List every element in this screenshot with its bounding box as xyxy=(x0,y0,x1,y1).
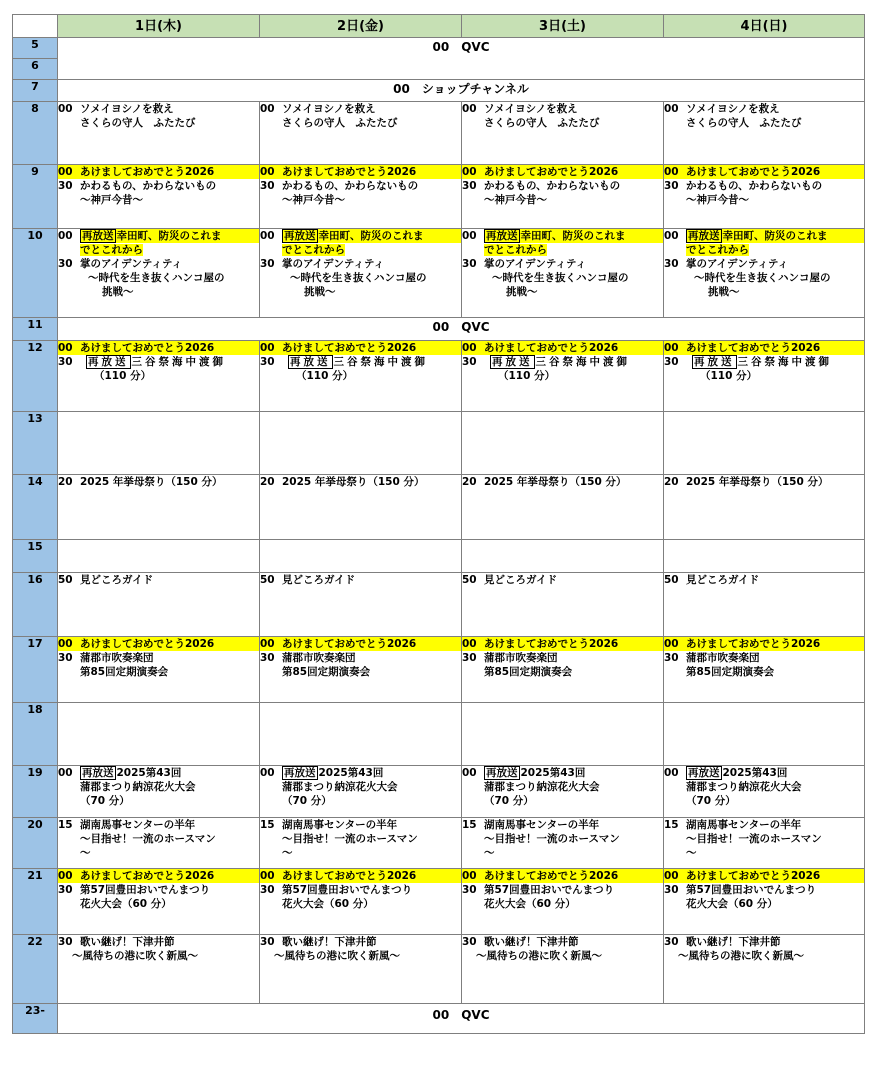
program-duration: （70 分） xyxy=(484,795,534,807)
minute: 00 xyxy=(462,230,477,242)
minute: 00 xyxy=(664,230,679,242)
hour-label: 14 xyxy=(13,475,58,540)
program-title: ソメイヨシノを救え xyxy=(686,103,780,115)
program-title: 湖南馬事センターの半年 xyxy=(80,819,196,831)
program-subtitle-cont: ～ xyxy=(80,847,91,859)
program-cell xyxy=(664,869,865,935)
empty-cell xyxy=(260,412,462,475)
program-cell xyxy=(664,766,865,818)
program-subtitle: ～神戸今昔～ xyxy=(282,194,345,206)
rebroadcast-badge: 再放送 xyxy=(492,356,533,368)
program-title-new-year: あけましておめでとう2026 xyxy=(484,638,619,650)
day-header-2: 2日(金) xyxy=(260,15,462,38)
hour-label: 23- xyxy=(13,1004,58,1034)
program-cell xyxy=(462,637,664,703)
program-cell xyxy=(58,229,260,318)
program-subtitle: 花火大会（60 分） xyxy=(282,898,374,910)
program-title: 三谷祭海中渡御 xyxy=(535,356,630,368)
minute: 00 xyxy=(58,103,73,115)
minute: 50 xyxy=(462,574,477,586)
program-title-new-year: あけましておめでとう2026 xyxy=(686,870,821,882)
minute: 00 xyxy=(664,342,679,354)
program-title: 掌のアイデンティティ xyxy=(282,258,385,270)
empty-cell xyxy=(58,703,260,766)
empty-cell xyxy=(260,540,462,573)
program-subtitle: さくらの守人 ふたたび xyxy=(484,117,600,129)
program-title: 第57回豊田おいでんまつり xyxy=(484,884,615,896)
program-subtitle: 蒲郡まつり納涼花火大会 xyxy=(484,781,600,793)
hour-label: 11 xyxy=(13,318,58,341)
program-cell xyxy=(664,165,865,229)
program-title: 2025 年挙母祭り（150 分） xyxy=(282,476,425,488)
program-title: 蒲郡市吹奏楽団 xyxy=(80,652,154,664)
program-cell xyxy=(58,475,260,540)
program-subtitle: ～目指せ！一流のホースマン xyxy=(686,833,822,845)
minute: 30 xyxy=(462,180,477,192)
minute: 30 xyxy=(664,356,679,368)
program-subtitle-cont: 挑戦～ xyxy=(708,286,740,298)
minute: 30 xyxy=(260,180,275,192)
minute: 00 xyxy=(260,767,275,779)
program-cell xyxy=(58,766,260,818)
hour-label: 9 xyxy=(13,165,58,229)
minute: 00 xyxy=(462,342,477,354)
minute: 50 xyxy=(58,574,73,586)
day-header-1: 1日(木) xyxy=(58,15,260,38)
program-subtitle: 第85回定期演奏会 xyxy=(282,666,371,678)
program-cell xyxy=(260,102,462,165)
program-title-cont: でとこれから xyxy=(80,244,143,256)
minute: 00 xyxy=(260,638,275,650)
minute: 30 xyxy=(462,258,477,270)
program-title: 歌い継げ！下津井節 xyxy=(282,936,377,948)
program-cell xyxy=(462,935,664,1004)
minute: 00 xyxy=(664,870,679,882)
program-title-new-year: あけましておめでとう2026 xyxy=(282,166,417,178)
program-title-new-year: あけましておめでとう2026 xyxy=(686,342,821,354)
program-subtitle: 蒲郡まつり納涼花火大会 xyxy=(282,781,398,793)
program-cell xyxy=(462,818,664,869)
program-duration: （70 分） xyxy=(282,795,332,807)
empty-cell xyxy=(462,540,664,573)
program-cell xyxy=(260,341,462,412)
program-subtitle: 花火大会（60 分） xyxy=(686,898,778,910)
program-subtitle: ～時代を生き抜くハンコ屋の xyxy=(88,272,225,284)
minute: 15 xyxy=(58,819,73,831)
program-subtitle: ～風待ちの港に吹く新風～ xyxy=(274,950,400,962)
minute: 00 xyxy=(58,767,73,779)
program-cell xyxy=(664,637,865,703)
program-subtitle: 蒲郡まつり納涼花火大会 xyxy=(80,781,196,793)
program-cell xyxy=(58,341,260,412)
program-subtitle: ～神戸今昔～ xyxy=(484,194,547,206)
program-title: 2025第43回 xyxy=(318,767,384,779)
minute: 00 xyxy=(462,166,477,178)
minute: 30 xyxy=(58,180,73,192)
program-cell xyxy=(462,229,664,318)
program-title: 見どころガイド xyxy=(686,574,760,586)
program-subtitle: ～神戸今昔～ xyxy=(686,194,749,206)
program-title: 第57回豊田おいでんまつり xyxy=(686,884,817,896)
program-cell xyxy=(58,818,260,869)
program-title-cont: でとこれから xyxy=(484,244,547,256)
minute: 00 xyxy=(462,638,477,650)
program-title: 2025第43回 xyxy=(722,767,788,779)
program-title: 掌のアイデンティティ xyxy=(80,258,183,270)
program-cell xyxy=(58,573,260,637)
minute: 30 xyxy=(462,652,477,664)
program-title: 第57回豊田おいでんまつり xyxy=(80,884,211,896)
hour-label: 10 xyxy=(13,229,58,318)
program-cell xyxy=(462,766,664,818)
program-subtitle: ～時代を生き抜くハンコ屋の xyxy=(694,272,831,284)
hour-label: 18 xyxy=(13,703,58,766)
program-title: ソメイヨシノを救え xyxy=(80,103,174,115)
program-title: ソメイヨシノを救え xyxy=(282,103,376,115)
program-cell xyxy=(260,766,462,818)
minute: 00 xyxy=(58,870,73,882)
program-title: 湖南馬事センターの半年 xyxy=(686,819,802,831)
program-subtitle: 花火大会（60 分） xyxy=(80,898,172,910)
empty-cell xyxy=(462,703,664,766)
program-cell xyxy=(462,573,664,637)
minute: 00 xyxy=(260,166,275,178)
program-cell xyxy=(664,229,865,318)
program-title-new-year: あけましておめでとう2026 xyxy=(484,870,619,882)
minute: 30 xyxy=(260,884,275,896)
program-title-new-year: あけましておめでとう2026 xyxy=(686,638,821,650)
program-title-new-year: あけましておめでとう2026 xyxy=(80,342,215,354)
program-title-new-year: あけましておめでとう2026 xyxy=(80,638,215,650)
rebroadcast-badge: 再放送 xyxy=(694,356,735,368)
program-cell xyxy=(58,935,260,1004)
minute: 00 xyxy=(58,638,73,650)
hour-label: 8 xyxy=(13,102,58,165)
program-subtitle: ～風待ちの港に吹く新風～ xyxy=(678,950,804,962)
program-cell xyxy=(462,102,664,165)
program-duration: （110 分） xyxy=(700,370,758,382)
program-title: 幸田町、防災のこれま xyxy=(520,230,626,242)
empty-cell xyxy=(58,540,260,573)
program-title: 歌い継げ！下津井節 xyxy=(80,936,175,948)
program-subtitle: 第85回定期演奏会 xyxy=(686,666,775,678)
program-title: 三谷祭海中渡御 xyxy=(131,356,226,368)
hour-label: 12 xyxy=(13,341,58,412)
program-cell xyxy=(462,475,664,540)
rebroadcast-badge: 再放送 xyxy=(82,767,114,779)
program-cell xyxy=(260,229,462,318)
program-subtitle: 第85回定期演奏会 xyxy=(484,666,573,678)
program-subtitle: ～目指せ！一流のホースマン xyxy=(484,833,620,845)
rebroadcast-badge: 再放送 xyxy=(88,356,129,368)
rebroadcast-badge: 再放送 xyxy=(284,767,316,779)
program-cell xyxy=(260,869,462,935)
rebroadcast-badge: 再放送 xyxy=(486,230,518,242)
program-cell xyxy=(260,637,462,703)
empty-cell xyxy=(664,703,865,766)
program-cell xyxy=(58,637,260,703)
program-duration: （70 分） xyxy=(686,795,736,807)
program-title: 幸田町、防災のこれま xyxy=(318,230,424,242)
program-title: かわるもの、かわらないもの xyxy=(686,180,823,192)
minute: 30 xyxy=(260,936,275,948)
minute: 30 xyxy=(58,936,73,948)
program-cell xyxy=(664,935,865,1004)
schedule-table xyxy=(12,14,865,1034)
program-title: 歌い継げ！下津井節 xyxy=(686,936,781,948)
program-subtitle: さくらの守人 ふたたび xyxy=(282,117,398,129)
program-title: 幸田町、防災のこれま xyxy=(116,230,222,242)
day-header-4: 4日(日) xyxy=(664,15,865,38)
hour-label: 17 xyxy=(13,637,58,703)
program-title-new-year: あけましておめでとう2026 xyxy=(282,870,417,882)
program-cell xyxy=(664,102,865,165)
minute: 00 xyxy=(260,103,275,115)
minute: 00 xyxy=(664,103,679,115)
minute: 00 xyxy=(462,767,477,779)
minute: 30 xyxy=(58,356,73,368)
program-title: 第57回豊田おいでんまつり xyxy=(282,884,413,896)
program-subtitle: 花火大会（60 分） xyxy=(484,898,576,910)
program-title: 幸田町、防災のこれま xyxy=(722,230,828,242)
minute: 15 xyxy=(260,819,275,831)
program-cell xyxy=(462,165,664,229)
empty-cell xyxy=(260,703,462,766)
program-subtitle: ～神戸今昔～ xyxy=(80,194,143,206)
program-cell xyxy=(260,475,462,540)
program-title: 蒲郡市吹奏楽団 xyxy=(686,652,760,664)
program-cell xyxy=(462,869,664,935)
program-cell xyxy=(664,573,865,637)
minute: 30 xyxy=(664,258,679,270)
program-duration: （110 分） xyxy=(498,370,556,382)
rebroadcast-badge: 再放送 xyxy=(486,767,518,779)
program-title: 2025 年挙母祭り（150 分） xyxy=(686,476,829,488)
program-subtitle-cont: ～ xyxy=(484,847,495,859)
program-title: 掌のアイデンティティ xyxy=(686,258,789,270)
program-duration: （110 分） xyxy=(296,370,354,382)
minute: 00 xyxy=(260,342,275,354)
hour-label: 6 xyxy=(13,59,58,80)
program-title-new-year: あけましておめでとう2026 xyxy=(484,342,619,354)
minute: 15 xyxy=(462,819,477,831)
program-title: 掌のアイデンティティ xyxy=(484,258,587,270)
program-cell xyxy=(664,475,865,540)
hour-label: 20 xyxy=(13,818,58,869)
program-subtitle: ～風待ちの港に吹く新風～ xyxy=(72,950,198,962)
program-subtitle: ～目指せ！一流のホースマン xyxy=(282,833,418,845)
minute: 30 xyxy=(260,258,275,270)
program-title: 蒲郡市吹奏楽団 xyxy=(282,652,356,664)
minute: 20 xyxy=(462,476,477,488)
program-title-new-year: あけましておめでとう2026 xyxy=(80,166,215,178)
minute: 30 xyxy=(58,258,73,270)
hour-label: 13 xyxy=(13,412,58,475)
empty-cell xyxy=(462,412,664,475)
program-title: 湖南馬事センターの半年 xyxy=(484,819,600,831)
hour-label: 19 xyxy=(13,766,58,818)
program-shop-channel: 00 ショップチャンネル xyxy=(58,80,865,102)
minute: 00 xyxy=(664,638,679,650)
hour-label: 22 xyxy=(13,935,58,1004)
program-cell xyxy=(664,341,865,412)
rebroadcast-badge: 再放送 xyxy=(290,356,331,368)
program-cell xyxy=(260,818,462,869)
minute: 50 xyxy=(664,574,679,586)
minute: 20 xyxy=(260,476,275,488)
minute: 00 xyxy=(260,230,275,242)
program-subtitle: さくらの守人 ふたたび xyxy=(80,117,196,129)
program-subtitle-cont: 挑戦～ xyxy=(102,286,134,298)
minute: 30 xyxy=(664,180,679,192)
program-title: 2025 年挙母祭り（150 分） xyxy=(484,476,627,488)
program-subtitle-cont: ～ xyxy=(282,847,293,859)
hour-label: 7 xyxy=(13,80,58,102)
hour-label: 16 xyxy=(13,573,58,637)
program-title-new-year: あけましておめでとう2026 xyxy=(282,342,417,354)
program-title: 歌い継げ！下津井節 xyxy=(484,936,579,948)
program-subtitle: ～時代を生き抜くハンコ屋の xyxy=(492,272,629,284)
rebroadcast-badge: 再放送 xyxy=(82,230,114,242)
minute: 00 xyxy=(260,870,275,882)
rebroadcast-badge: 再放送 xyxy=(284,230,316,242)
hour-label: 21 xyxy=(13,869,58,935)
minute: 30 xyxy=(664,936,679,948)
program-title: 2025 年挙母祭り（150 分） xyxy=(80,476,223,488)
minute: 20 xyxy=(58,476,73,488)
program-subtitle: ～目指せ！一流のホースマン xyxy=(80,833,216,845)
minute: 00 xyxy=(58,342,73,354)
minute: 30 xyxy=(462,936,477,948)
hour-label: 5 xyxy=(13,38,58,59)
minute: 15 xyxy=(664,819,679,831)
minute: 30 xyxy=(462,884,477,896)
program-title-new-year: あけましておめでとう2026 xyxy=(80,870,215,882)
program-title: かわるもの、かわらないもの xyxy=(282,180,419,192)
empty-cell xyxy=(664,412,865,475)
program-title: かわるもの、かわらないもの xyxy=(484,180,621,192)
program-cell xyxy=(260,573,462,637)
program-title: 2025第43回 xyxy=(520,767,586,779)
program-subtitle: さくらの守人 ふたたび xyxy=(686,117,802,129)
program-title-new-year: あけましておめでとう2026 xyxy=(484,166,619,178)
program-title: 見どころガイド xyxy=(282,574,356,586)
program-cell xyxy=(58,165,260,229)
program-title-new-year: あけましておめでとう2026 xyxy=(282,638,417,650)
program-title: 2025第43回 xyxy=(116,767,182,779)
program-qvc: 00 QVC xyxy=(58,318,865,341)
day-header-3: 3日(土) xyxy=(462,15,664,38)
minute: 30 xyxy=(58,652,73,664)
program-cell xyxy=(260,165,462,229)
program-subtitle: 蒲郡まつり納涼花火大会 xyxy=(686,781,802,793)
minute: 00 xyxy=(664,166,679,178)
program-subtitle: 第85回定期演奏会 xyxy=(80,666,169,678)
minute: 50 xyxy=(260,574,275,586)
minute: 30 xyxy=(664,884,679,896)
program-subtitle: ～風待ちの港に吹く新風～ xyxy=(476,950,602,962)
minute: 30 xyxy=(58,884,73,896)
minute: 00 xyxy=(58,166,73,178)
hour-label: 15 xyxy=(13,540,58,573)
program-qvc: 00 QVC xyxy=(58,1004,865,1034)
program-subtitle: ～時代を生き抜くハンコ屋の xyxy=(290,272,427,284)
program-title-new-year: あけましておめでとう2026 xyxy=(686,166,821,178)
minute: 20 xyxy=(664,476,679,488)
rebroadcast-badge: 再放送 xyxy=(688,767,720,779)
program-duration: （110 分） xyxy=(94,370,152,382)
minute: 00 xyxy=(462,103,477,115)
empty-cell xyxy=(58,412,260,475)
program-title-cont: でとこれから xyxy=(686,244,749,256)
program-subtitle-cont: ～ xyxy=(686,847,697,859)
program-cell xyxy=(260,935,462,1004)
program-cell xyxy=(58,869,260,935)
program-cell xyxy=(664,818,865,869)
corner-cell xyxy=(13,15,58,38)
minute: 00 xyxy=(58,230,73,242)
program-duration: （70 分） xyxy=(80,795,130,807)
minute: 00 xyxy=(462,870,477,882)
program-title-cont: でとこれから xyxy=(282,244,345,256)
minute: 30 xyxy=(260,356,275,368)
empty-cell xyxy=(664,540,865,573)
program-title: 三谷祭海中渡御 xyxy=(333,356,428,368)
program-subtitle-cont: 挑戦～ xyxy=(304,286,336,298)
minute: 30 xyxy=(462,356,477,368)
program-title: 見どころガイド xyxy=(80,574,154,586)
rebroadcast-badge: 再放送 xyxy=(688,230,720,242)
program-title: ソメイヨシノを救え xyxy=(484,103,578,115)
minute: 30 xyxy=(664,652,679,664)
program-subtitle-cont: 挑戦～ xyxy=(506,286,538,298)
program-cell xyxy=(58,102,260,165)
program-title: 三谷祭海中渡御 xyxy=(737,356,832,368)
program-title: 蒲郡市吹奏楽団 xyxy=(484,652,558,664)
program-title: 見どころガイド xyxy=(484,574,558,586)
minute: 00 xyxy=(664,767,679,779)
minute: 30 xyxy=(260,652,275,664)
program-qvc: 00 QVC xyxy=(58,38,865,80)
program-cell xyxy=(462,341,664,412)
program-title: かわるもの、かわらないもの xyxy=(80,180,217,192)
program-title: 湖南馬事センターの半年 xyxy=(282,819,398,831)
